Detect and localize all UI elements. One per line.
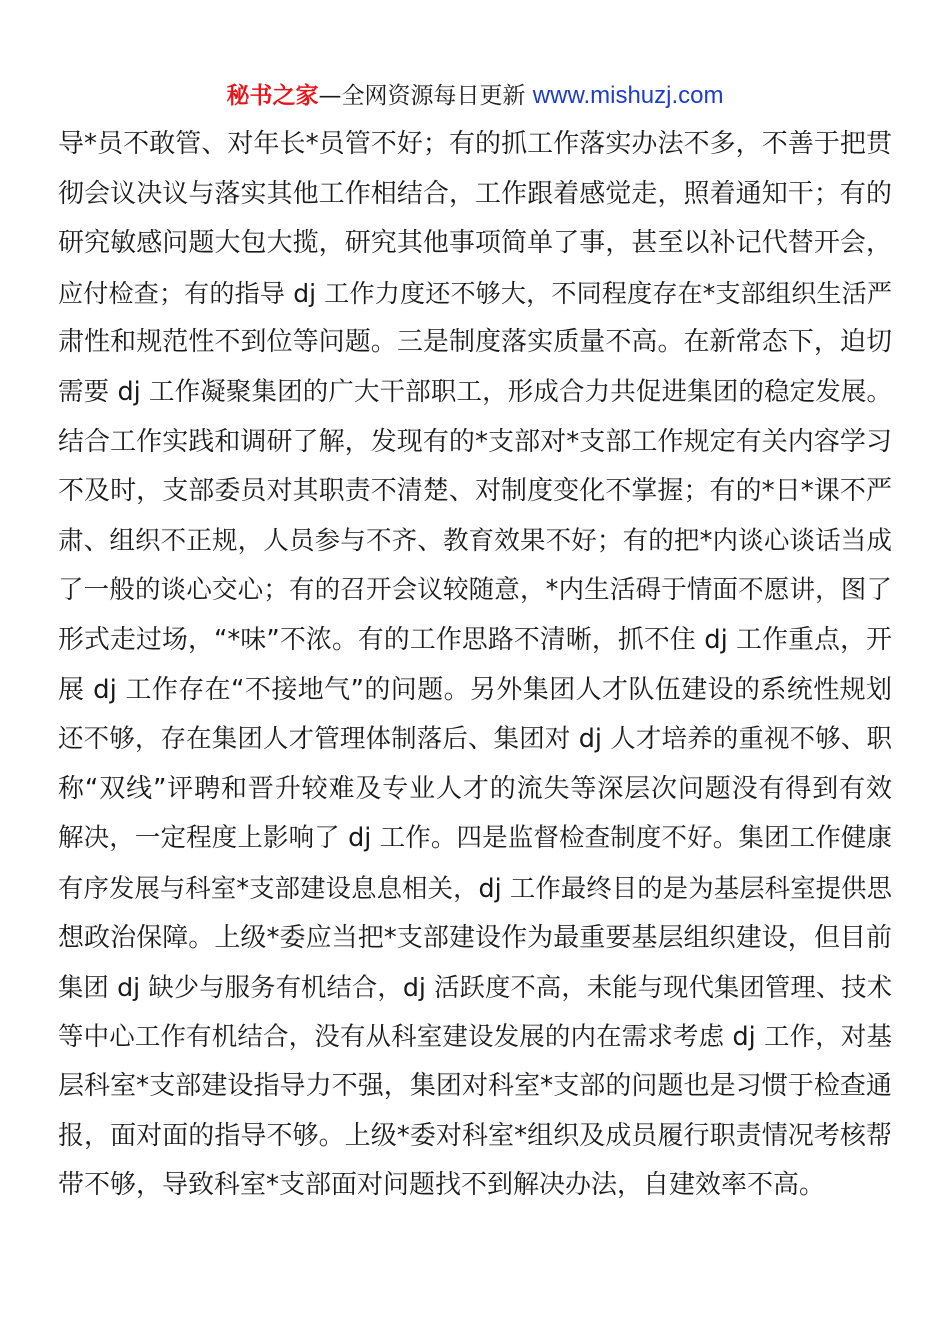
body-line: 想政治保障。上级*委应当把*支部建设作为最重要基层组织建设，但目前 — [58, 922, 892, 953]
body-line: 等中心工作有机结合，没有从科室建设发展的内在需求考虑 dj 工作，对基 — [58, 1021, 892, 1052]
body-line: 肃、组织不正规，人员参与不齐、教育效果不好；有的把*内谈心谈话当成 — [58, 525, 892, 556]
body-text — [58, 120, 892, 1211]
body-line: 有序发展与科室*支部建设息息相关，dj 工作最终目的是为基层科室提供思 — [58, 872, 892, 903]
header-tagline: —全网资源每日更新 — [318, 83, 533, 109]
body-line: 层科室*支部建设指导力不强，集团对科室*支部的问题也是习惯于检查通 — [58, 1071, 892, 1102]
body-line: 展 dj 工作存在“不接地气”的问题。另外集团人才队伍建设的系统性规划 — [58, 674, 892, 705]
body-line: 带不够，导致科室*支部面对问题找不到解决办法，自建效率不高。 — [58, 1170, 826, 1201]
body-line: 还不够，存在集团人才管理体制落后、集团对 dj 人才培养的重视不够、职 — [58, 724, 892, 755]
body-line: 报，面对面的指导不够。上级*委对科室*组织及成员履行职责情况考核帮 — [58, 1120, 892, 1151]
body-line: 了一般的谈心交心；有的召开会议较随意，*内生活碍于情面不愿讲，图了 — [58, 575, 892, 606]
body-line: 解决，一定程度上影响了 dj 工作。四是监督检查制度不好。集团工作健康 — [58, 823, 892, 854]
body-line: 称“双线”评聘和晋升较难及专业人才的流失等深层次问题没有得到有效 — [58, 773, 892, 804]
body-line: 需要 dj 工作凝聚集团的广大干部职工，形成合力共促进集团的稳定发展。 — [58, 376, 892, 407]
body-line: 研究敏感问题大包大揽，研究其他事项简单了事，甚至以补记代替开会， — [58, 228, 892, 259]
body-line: 肃性和规范性不到位等问题。三是制度落实质量不高。在新常态下，迫切 — [58, 327, 892, 358]
header-brand: 秘书之家 — [226, 83, 319, 109]
body-line: 不及时，支部委员对其职责不清楚、对制度变化不掌握；有的*日*课不严 — [58, 476, 892, 507]
page-header — [0, 80, 950, 112]
body-line: 导*员不敢管、对年长*员管不好；有的抓工作落实办法不多，不善于把贯 — [58, 129, 892, 159]
body-line: 应付检查；有的指导 dj 工作力度还不够大，不同程度存在*支部组织生活严 — [58, 278, 892, 308]
body-line: 彻会议决议与落实其他工作相结合，工作跟着感觉走，照着通知干；有的 — [58, 178, 892, 209]
body-line: 形式走过场，“*味”不浓。有的工作思路不清晰，抓不住 dj 工作重点，开 — [58, 624, 892, 655]
header-site-link[interactable]: www.mishuzj.com — [532, 82, 724, 109]
body-line: 集团 dj 缺少与服务有机结合，dj 活跃度不高，未能与现代集团管理、技术 — [58, 973, 892, 1003]
body-line: 结合工作实践和调研了解，发现有的*支部对*支部工作规定有关内容学习 — [58, 426, 892, 457]
